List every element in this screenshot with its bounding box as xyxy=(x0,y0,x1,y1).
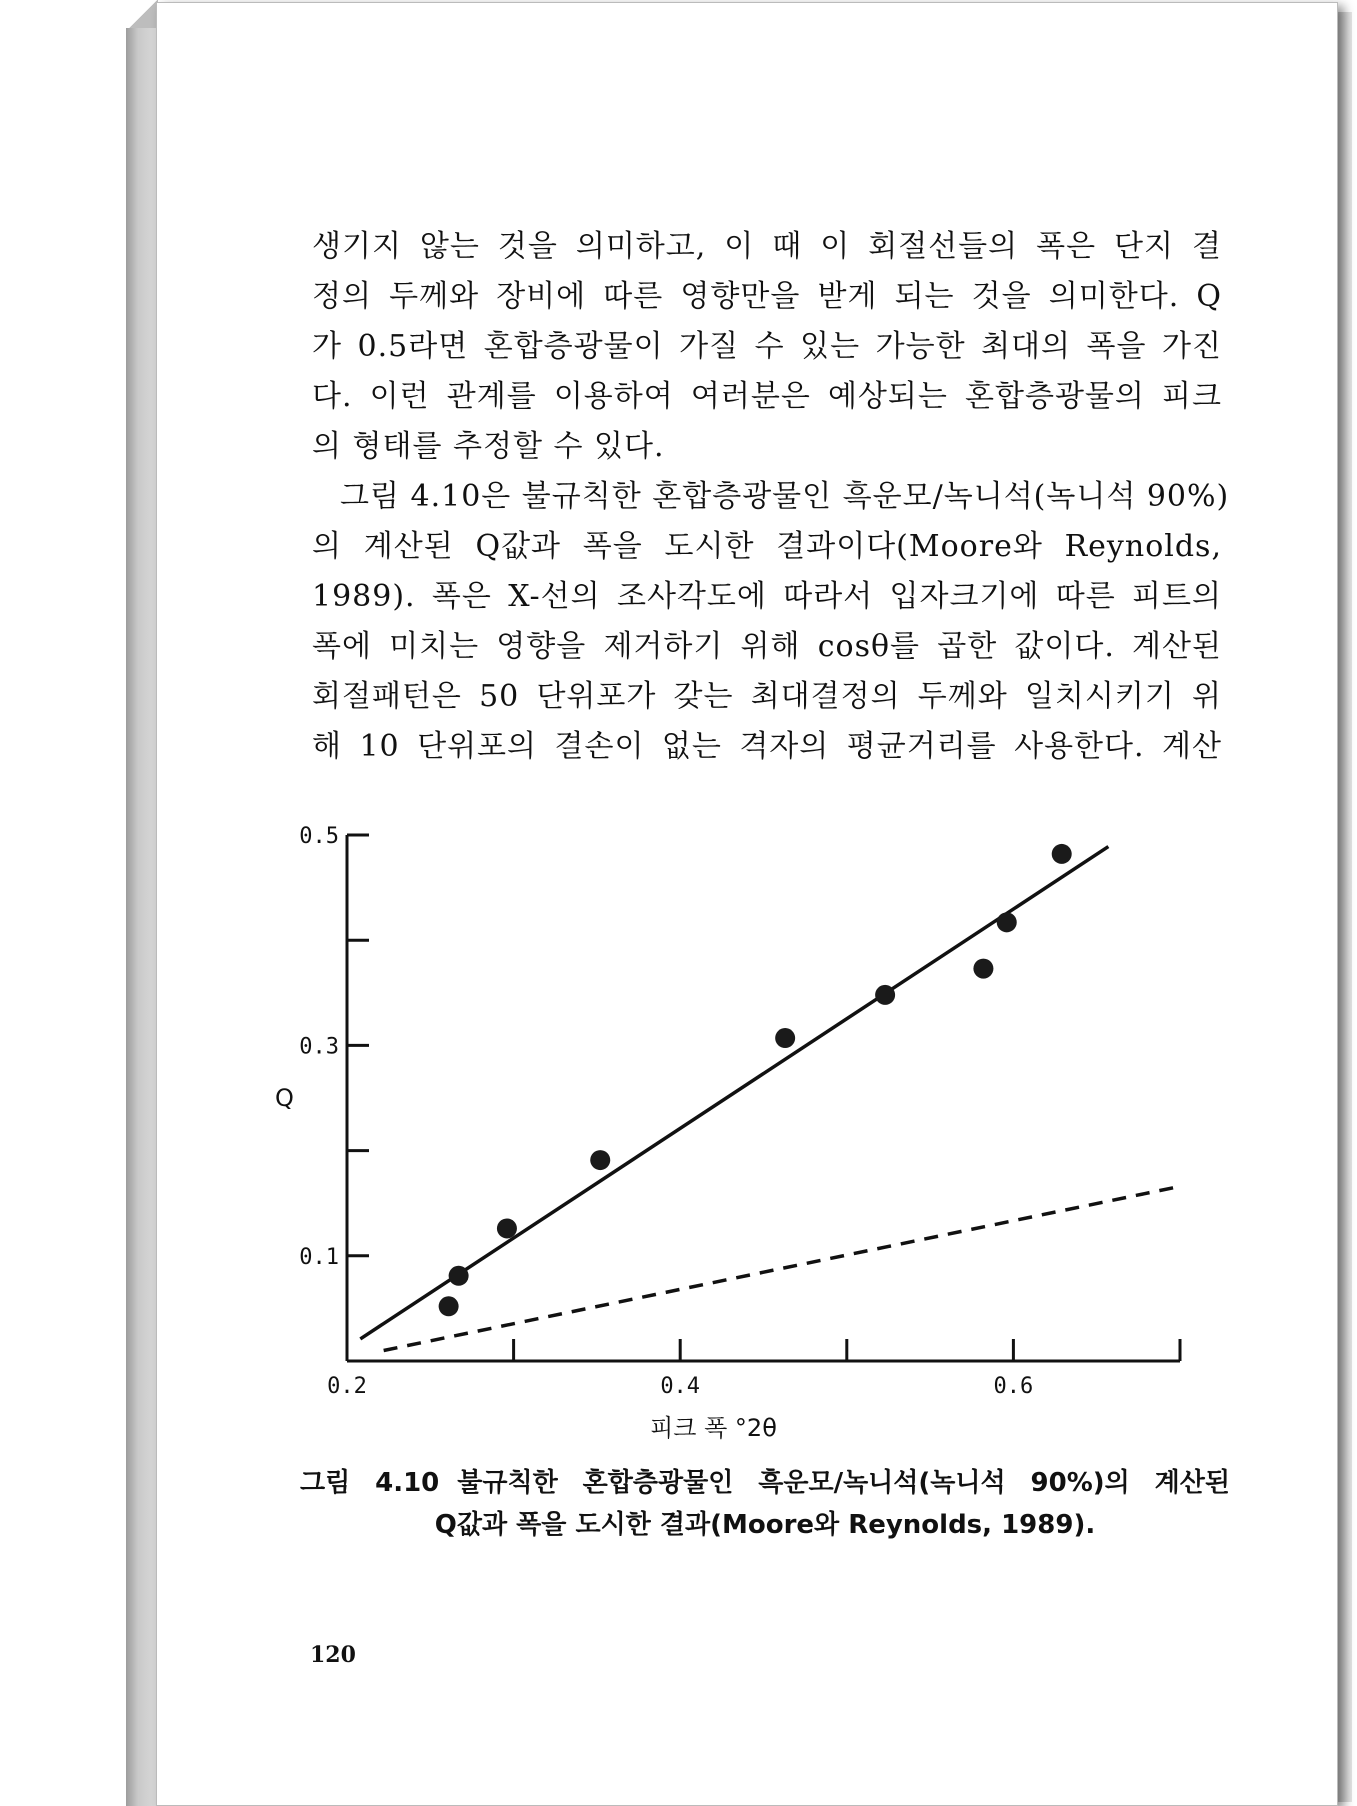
page-number: 120 xyxy=(310,1642,356,1668)
data-point xyxy=(875,985,895,1005)
figure-caption xyxy=(300,1462,1230,1546)
page-edge xyxy=(1336,12,1352,1802)
text-line: 1989). 폭은 X-선의 조사각도에 따라서 입자크기에 따른 피트의 xyxy=(312,579,1222,614)
body-text xyxy=(312,222,1230,772)
reference-dashed-line xyxy=(384,1186,1180,1350)
caption-number: 그림 4.10 xyxy=(300,1468,440,1498)
data-point xyxy=(439,1296,459,1316)
y-tick-label: 0.5 xyxy=(299,824,339,849)
data-point xyxy=(497,1218,517,1238)
text-line: 생기지 않는 것을 의미하고, 이 때 이 회절선들의 폭은 단지 결 xyxy=(312,229,1222,264)
text-line: 회절패턴은 50 단위포가 갖는 최대결정의 두께와 일치시키기 위 xyxy=(312,679,1222,714)
caption-line-2: Q값과 폭을 도시한 결과(Moore와 Reynolds, 1989). xyxy=(434,1510,1096,1540)
data-point xyxy=(775,1028,795,1048)
data-point xyxy=(590,1150,610,1170)
x-tick-label: 0.2 xyxy=(327,1374,367,1399)
q-vs-width-chart xyxy=(275,800,1220,1442)
caption-line-1: 불규칙한 혼합층광물인 흑운모/녹니석(녹니석 90%)의 계산된 xyxy=(457,1468,1231,1498)
y-tick-label: 0.1 xyxy=(299,1244,339,1270)
text-line: 의 계산된 Q값과 폭을 도시한 결과이다(Moore와 Reynolds, xyxy=(312,529,1222,564)
text-line: 다. 이런 관계를 이용하여 여러분은 예상되는 혼합층광물의 피크 xyxy=(312,379,1222,414)
x-axis-label: 피크 폭 °2θ xyxy=(650,1414,777,1442)
text-line: 가 0.5라면 혼합층광물이 가질 수 있는 가능한 최대의 폭을 가진 xyxy=(312,329,1222,364)
book-spine xyxy=(126,28,157,1806)
text-line: 폭에 미치는 영향을 제거하기 위해 cosθ를 곱한 값이다. 계산된 xyxy=(312,629,1222,664)
text-line: 정의 두께와 장비에 따른 영향만을 받게 되는 것을 의미한다. Q xyxy=(312,279,1222,314)
data-point xyxy=(1052,844,1072,864)
text-line: 의 형태를 추정할 수 있다. xyxy=(312,429,665,464)
y-axis-label: Q xyxy=(275,1084,294,1112)
data-point xyxy=(997,912,1017,932)
text-line: 그림 4.10은 불규칙한 혼합층광물인 흑운모/녹니석(녹니석 90%) xyxy=(340,479,1230,514)
book-spine-top xyxy=(126,0,158,30)
text-line: 해 10 단위포의 결손이 없는 격자의 평균거리를 사용한다. 계산 xyxy=(312,729,1222,764)
x-tick-label: 0.6 xyxy=(993,1374,1034,1399)
data-point xyxy=(973,959,993,979)
x-tick-label: 0.4 xyxy=(660,1374,701,1399)
y-tick-label: 0.3 xyxy=(299,1034,339,1060)
data-point xyxy=(449,1266,469,1286)
fit-line xyxy=(360,847,1108,1339)
